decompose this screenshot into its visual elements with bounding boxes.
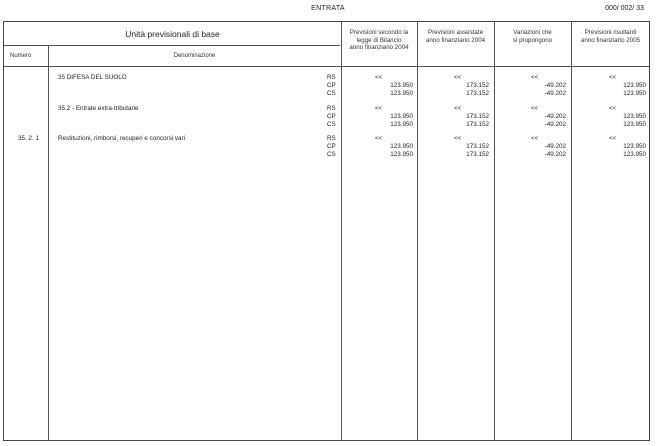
code-rs: RS	[327, 135, 336, 142]
value-cp: 173.152	[466, 143, 489, 150]
value-cs: 123.950	[390, 151, 413, 158]
row-variazioni	[494, 105, 566, 129]
col-prev-assestate-line2: anno finanziario 2004	[425, 36, 486, 44]
row-codes	[327, 135, 336, 159]
row-prev-risultanti	[571, 105, 646, 129]
col-variazioni-line2: si propongono	[512, 36, 553, 44]
code-rs: RS	[327, 105, 336, 112]
value-cp: 123.950	[623, 82, 646, 89]
value-cs: -49.202	[544, 90, 566, 97]
col-prev-bilancio-line2: legge di Bilancio	[356, 36, 402, 44]
value-rs: <<	[609, 75, 617, 81]
row-prev-assestate	[417, 135, 489, 159]
value-rs: <<	[531, 106, 539, 112]
row-prev-bilancio	[341, 105, 413, 129]
value-cp: 173.152	[466, 113, 489, 120]
col-numero-header: Numero	[10, 53, 32, 59]
row-prev-risultanti	[571, 74, 646, 98]
row-prev-bilancio	[341, 74, 413, 98]
row-variazioni	[494, 74, 566, 98]
value-cp: -49.202	[544, 82, 566, 89]
value-cp: 123.950	[390, 143, 413, 150]
col-prev-assestate-header	[417, 29, 494, 44]
value-cs: 173.152	[466, 151, 489, 158]
value-cp: -49.202	[544, 113, 566, 120]
row-codes	[327, 74, 336, 98]
value-rs: <<	[609, 106, 617, 112]
value-rs: <<	[454, 106, 462, 112]
row-prev-bilancio	[341, 135, 413, 159]
value-cp: 123.950	[623, 143, 646, 150]
col-variazioni-header	[494, 29, 571, 44]
value-cp: 123.950	[390, 82, 413, 89]
value-cs: 123.950	[390, 90, 413, 97]
value-cs: 173.152	[466, 121, 489, 128]
value-cp: -49.202	[544, 143, 566, 150]
code-cs: CS	[327, 90, 336, 97]
value-rs: <<	[375, 75, 383, 81]
col-prev-risultanti-header	[571, 29, 650, 44]
page-number: 000/ 002/ 33	[605, 5, 644, 12]
row-codes	[327, 105, 336, 129]
code-cp: CP	[327, 143, 336, 150]
row-denominazione: 35 DIFESA DEL SUOLO	[58, 74, 127, 81]
code-cs: CS	[327, 151, 336, 158]
row-denominazione: Restituzioni, rimborsi, recuperi e concorsi vari	[58, 135, 186, 142]
divider-subheader	[4, 45, 340, 46]
row-prev-risultanti	[571, 135, 646, 159]
col-prev-assestate-line1: Previsioni assestate	[427, 29, 484, 36]
value-cs: -49.202	[544, 121, 566, 128]
row-prev-assestate	[417, 74, 489, 98]
value-cp: 173.152	[466, 82, 489, 89]
section-title: Unità previsionali di base	[125, 29, 220, 39]
col-prev-risultanti-line1: Previsioni risultanti	[584, 29, 637, 36]
value-cs: 123.950	[390, 121, 413, 128]
code-rs: RS	[327, 74, 336, 81]
row-denominazione: 35.2 - Entrate extra-tributarie	[58, 105, 139, 112]
value-rs: <<	[531, 75, 539, 81]
value-cs: 123.950	[623, 90, 646, 97]
value-rs: <<	[454, 75, 462, 81]
divider-numero	[48, 45, 49, 440]
budget-table	[3, 21, 650, 441]
col-prev-bilancio-line3: anno finanziario 2004	[349, 44, 409, 51]
code-cp: CP	[327, 113, 336, 120]
code-cp: CP	[327, 82, 336, 89]
value-cp: 123.950	[623, 113, 646, 120]
divider-header-bottom	[4, 66, 649, 67]
col-variazioni-line1: Variazioni che	[513, 29, 552, 36]
value-cs: 173.152	[466, 90, 489, 97]
page-header-title: ENTRATA	[311, 5, 345, 12]
col-denominazione-header: Denominazione	[173, 53, 216, 59]
col-prev-risultanti-line2: anno finanziario 2005	[580, 36, 641, 44]
code-cs: CS	[327, 121, 336, 128]
value-rs: <<	[531, 136, 539, 142]
value-rs: <<	[375, 136, 383, 142]
col-prev-bilancio-line1: Previsioni secondo la	[349, 29, 409, 36]
value-cs: -49.202	[544, 151, 566, 158]
value-cp: 123.950	[390, 113, 413, 120]
row-numero: 35. 2. 1	[18, 135, 40, 142]
value-cs: 123.950	[623, 121, 646, 128]
value-cs: 123.950	[623, 151, 646, 158]
value-rs: <<	[609, 136, 617, 142]
col-prev-bilancio-header	[341, 29, 417, 52]
value-rs: <<	[375, 106, 383, 112]
row-variazioni	[494, 135, 566, 159]
row-prev-assestate	[417, 105, 489, 129]
value-rs: <<	[454, 136, 462, 142]
